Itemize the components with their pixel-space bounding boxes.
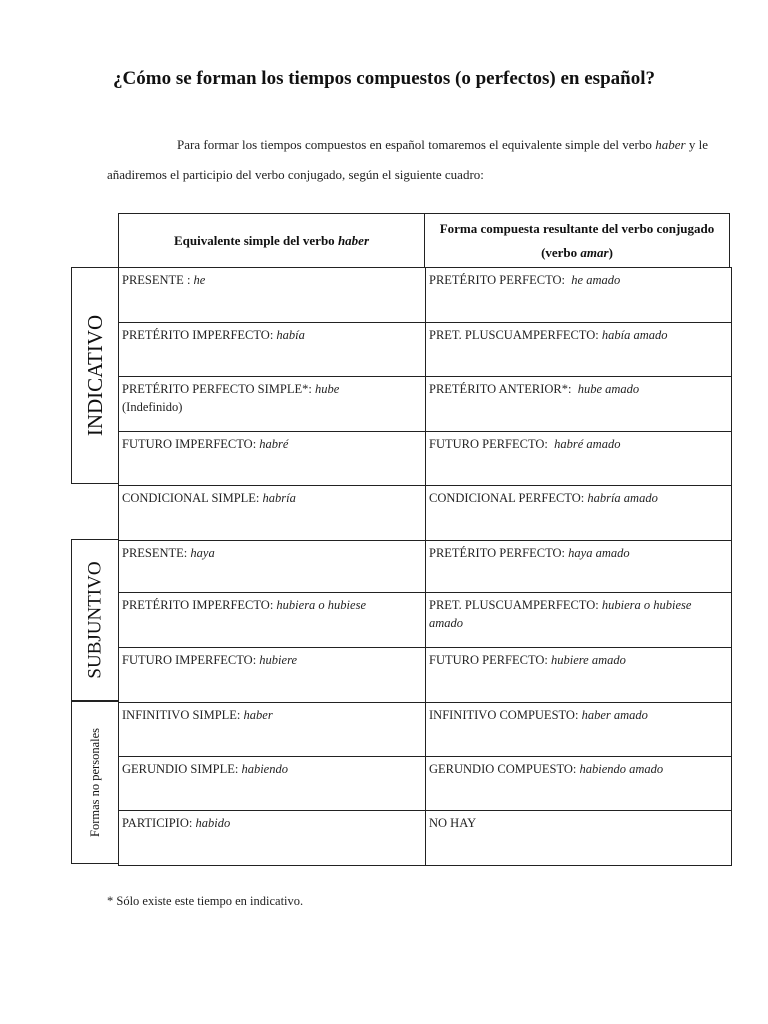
intro-text-1: Para formar los tiempos compuestos en español tomaremos el equivalente simple del verbo (177, 137, 656, 152)
compound-tense-cell: PRET. PLUSCUAMPERFECTO: hubiera o hubiese amado (426, 593, 732, 648)
group-indicativo (71, 267, 119, 484)
simple-tense-cell: PARTICIPIO: habido (119, 811, 426, 866)
group-indicativo-label: INDICATIVO (83, 314, 108, 437)
compound-tense-cell: PRETÉRITO PERFECTO: he amado (426, 268, 732, 323)
simple-tense-cell: PRESENTE : he (119, 268, 426, 323)
table-row (119, 486, 732, 541)
compound-tense-cell: FUTURO PERFECTO: hubiere amado (426, 648, 732, 703)
simple-tense-cell: INFINITIVO SIMPLE: haber (119, 703, 426, 757)
header-right-text: Forma compuesta resultante del verbo conjugado (verbo (439, 220, 715, 260)
compound-tense-cell: GERUNDIO COMPUESTO: habiendo amado (426, 757, 732, 811)
simple-tense-cell: PRETÉRITO IMPERFECTO: hubiera o hubiese (119, 593, 426, 648)
table-row (119, 648, 732, 703)
intro-text-2: y le añadiremos el participio del verbo conjugado, según el siguiente cuadro: (107, 137, 708, 182)
table-row (119, 593, 732, 648)
conjugation-table (118, 267, 732, 866)
header-compound-column (424, 213, 730, 268)
simple-tense-cell: PRETÉRITO IMPERFECTO: había (119, 323, 426, 377)
simple-tense-cell: CONDICIONAL SIMPLE: habría (119, 486, 426, 541)
header-left-verb: haber (337, 232, 369, 248)
table-row (119, 377, 732, 432)
page-title: ¿Cómo se forman los tiempos compuestos (o perfectos) en español? (113, 68, 655, 89)
header-right-close: ) (608, 244, 613, 260)
table-header (118, 213, 730, 268)
compound-tense-cell: NO HAY (426, 811, 732, 866)
table-row (119, 323, 732, 377)
table-row (119, 432, 732, 486)
simple-tense-cell: FUTURO IMPERFECTO: hubiere (119, 648, 426, 703)
simple-tense-cell: GERUNDIO SIMPLE: habiendo (119, 757, 426, 811)
simple-tense-cell: PRETÉRITO PERFECTO SIMPLE*: hube (Indefinido) (119, 377, 426, 432)
table-row (119, 268, 732, 323)
compound-tense-cell: FUTURO PERFECTO: habré amado (426, 432, 732, 486)
group-formas-no-personales (71, 701, 119, 864)
intro-paragraph (107, 130, 708, 190)
simple-tense-cell: FUTURO IMPERFECTO: habré (119, 432, 426, 486)
simple-tense-cell: PRESENTE: haya (119, 541, 426, 593)
compound-tense-cell: INFINITIVO COMPUESTO: haber amado (426, 703, 732, 757)
table-row (119, 811, 732, 866)
header-left-text: Equivalente simple del verbo (173, 232, 338, 248)
compound-tense-cell: CONDICIONAL PERFECTO: habría amado (426, 486, 732, 541)
header-right-verb: amar (580, 244, 609, 260)
header-haber-column (118, 213, 425, 268)
table-row (119, 703, 732, 757)
compound-tense-cell: PRETÉRITO ANTERIOR*: hube amado (426, 377, 732, 432)
group-subjuntivo (71, 539, 119, 701)
compound-tense-cell: PRETÉRITO PERFECTO: haya amado (426, 541, 732, 593)
compound-tense-cell: PRET. PLUSCUAMPERFECTO: había amado (426, 323, 732, 377)
footnote: * Sólo existe este tiempo en indicativo. (107, 894, 304, 908)
table-row (119, 757, 732, 811)
group-no-personales-label: Formas no personales (88, 727, 103, 838)
table-row (119, 541, 732, 593)
group-subjuntivo-label: SUBJUNTIVO (84, 561, 106, 679)
intro-verb-haber: haber (655, 137, 686, 152)
